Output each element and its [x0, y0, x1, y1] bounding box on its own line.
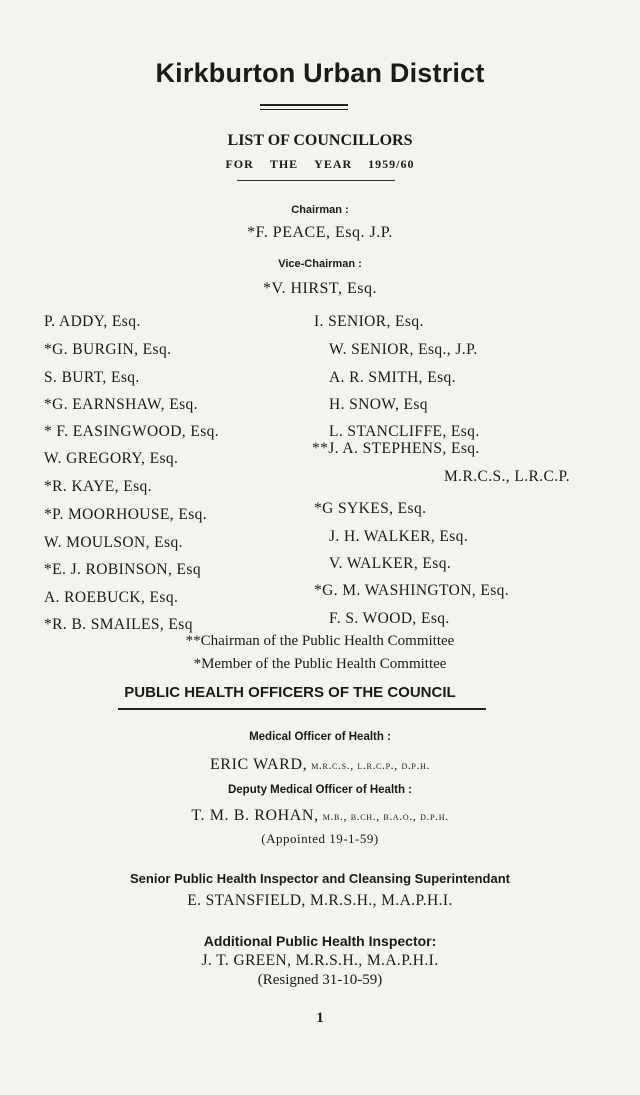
- year-word: THE: [269, 157, 299, 171]
- vice-chairman-label: Vice-Chairman :: [278, 258, 362, 270]
- list-item: J. H. WALKER, Esq.: [329, 528, 469, 545]
- year-line: [0, 157, 640, 172]
- page-title: Kirkburton Urban District: [155, 58, 485, 88]
- title-double-rule: [260, 104, 348, 110]
- public-health-heading: PUBLIC HEALTH OFFICERS OF THE COUNCIL: [124, 684, 456, 701]
- moh-qualifications: m.r.c.s., l.r.c.p., d.p.h.: [311, 758, 431, 772]
- list-item: *R. KAYE, Esq.: [44, 478, 152, 495]
- list-item: **J. A. STEPHENS, Esq.: [312, 440, 480, 457]
- dmoh-appointment-note: (Appointed 19-1-59): [261, 831, 379, 846]
- heading-rule: [237, 180, 395, 181]
- vice-chairman-name: *V. HIRST, Esq.: [262, 280, 378, 297]
- list-item: A. R. SMITH, Esq.: [329, 369, 456, 386]
- list-item: M.R.C.S., L.R.C.P.: [444, 468, 571, 485]
- note-member-phc: *Member of the Public Health Committee: [193, 656, 447, 672]
- list-item: F. S. WOOD, Esq.: [329, 610, 450, 627]
- list-heading: LIST OF COUNCILLORS: [227, 132, 413, 149]
- public-health-rule: [118, 708, 486, 710]
- list-item: *E. J. ROBINSON, Esq: [44, 561, 201, 578]
- year-word: 1959/60: [368, 157, 415, 171]
- moh-name: [0, 756, 640, 774]
- list-item: V. WALKER, Esq.: [329, 555, 452, 572]
- moh-name-text: ERIC WARD,: [209, 756, 308, 773]
- list-item: *P. MOORHOUSE, Esq.: [44, 506, 208, 523]
- list-item: W. GREGORY, Esq.: [44, 450, 179, 467]
- list-item: W. MOULSON, Esq.: [44, 534, 183, 551]
- list-item: *G. EARNSHAW, Esq.: [44, 396, 198, 413]
- list-item: * F. EASINGWOOD, Esq.: [44, 423, 220, 440]
- aphi-label: Additional Public Health Inspector:: [203, 933, 437, 949]
- dmoh-name-text: T. M. B. ROHAN,: [191, 807, 319, 824]
- note-chairman-phc: **Chairman of the Public Health Committee: [185, 633, 455, 649]
- list-item: I. SENIOR, Esq.: [314, 313, 424, 330]
- dmoh-name: [0, 807, 640, 825]
- moh-label: Medical Officer of Health :: [249, 731, 391, 743]
- sphi-label: Senior Public Health Inspector and Cleansing Superintendant: [130, 871, 510, 886]
- list-item: *G SYKES, Esq.: [314, 500, 427, 517]
- chairman-name: *F. PEACE, Esq. J.P.: [247, 224, 393, 241]
- list-item: W. SENIOR, Esq., J.P.: [329, 341, 478, 358]
- list-item: L. STANCLIFFE, Esq.: [329, 423, 480, 440]
- chairman-label: Chairman :: [291, 204, 349, 216]
- aphi-resignation-note: (Resigned 31-10-59): [257, 972, 383, 988]
- list-item: *R. B. SMAILES, Esq: [44, 616, 193, 633]
- list-item: H. SNOW, Esq: [329, 396, 428, 413]
- year-word: FOR: [225, 157, 254, 171]
- list-item: A. ROEBUCK, Esq.: [44, 589, 179, 606]
- dmoh-label: Deputy Medical Officer of Health :: [227, 784, 413, 796]
- sphi-name: E. STANSFIELD, M.R.S.H., M.A.P.H.I.: [187, 892, 453, 909]
- list-item: P. ADDY, Esq.: [44, 313, 141, 330]
- list-item: S. BURT, Esq.: [44, 369, 140, 386]
- dmoh-qualifications: m.b., b.ch., b.a.o., d.p.h.: [322, 809, 449, 823]
- aphi-name: J. T. GREEN, M.R.S.H., M.A.P.H.I.: [201, 952, 439, 969]
- list-item: *G. M. WASHINGTON, Esq.: [314, 582, 510, 599]
- list-item: *G. BURGIN, Esq.: [44, 341, 172, 358]
- year-word: YEAR: [314, 157, 353, 171]
- page-number: 1: [316, 1010, 324, 1026]
